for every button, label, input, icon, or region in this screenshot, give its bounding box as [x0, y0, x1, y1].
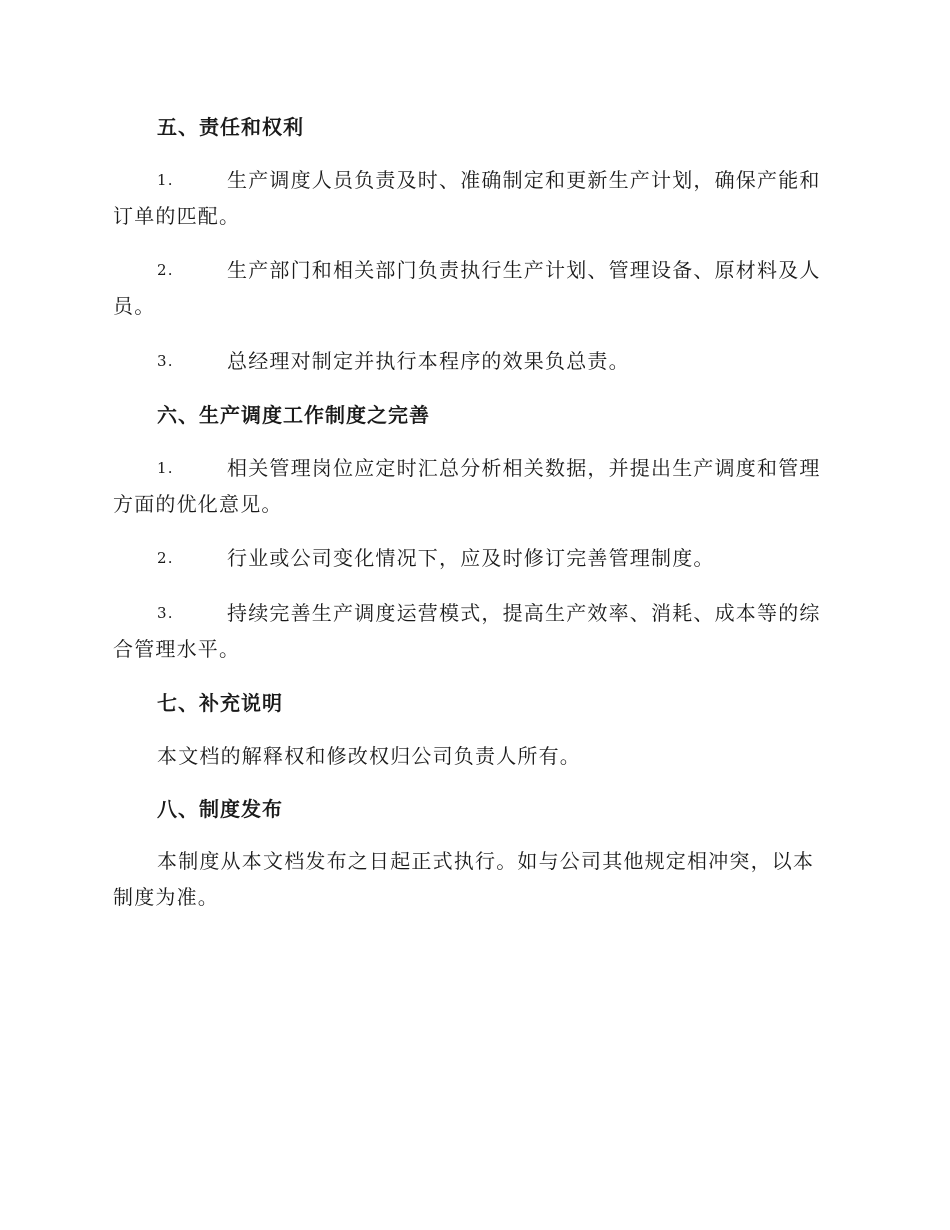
item-text: 持续完善生产调度运营模式，提高生产效率、消耗、成本等的综	[227, 601, 821, 625]
list-item	[113, 162, 831, 234]
item-text: 相关管理岗位应定时汇总分析相关数据，并提出生产调度和管理	[227, 456, 821, 480]
item-text: 生产部门和相关部门负责执行生产计划、管理设备、原材料及人	[227, 258, 821, 282]
section-heading-improvement: 六、生产调度工作制度之完善	[157, 403, 430, 427]
item-text-continued: 方面的优化意见。	[113, 492, 283, 516]
item-number: 2.	[157, 549, 174, 567]
list-item	[113, 450, 831, 522]
item-text: 行业或公司变化情况下，应及时修订完善管理制度。	[227, 546, 715, 570]
item-number: 3.	[157, 604, 174, 622]
item-text-continued: 员。	[113, 294, 156, 318]
list-item	[113, 540, 831, 576]
paragraph-text: 本文档的解释权和修改权归公司负责人所有。	[157, 744, 581, 768]
item-text: 总经理对制定并执行本程序的效果负总责。	[227, 349, 630, 373]
item-number: 1.	[157, 171, 174, 189]
paragraph-text: 本制度从本文档发布之日起正式执行。如与公司其他规定相冲突，以本	[157, 849, 815, 873]
section-heading-responsibilities: 五、责任和权利	[157, 115, 304, 139]
item-number: 3.	[157, 352, 174, 370]
item-text-continued: 订单的匹配。	[113, 204, 241, 228]
item-number: 2.	[157, 261, 174, 279]
list-item	[113, 343, 831, 379]
paragraph	[113, 843, 833, 915]
list-item	[113, 252, 831, 324]
section-heading-supplementary: 七、补充说明	[157, 691, 283, 715]
item-text: 生产调度人员负责及时、准确制定和更新生产计划，确保产能和	[227, 168, 821, 192]
section-heading-publication: 八、制度发布	[157, 797, 283, 821]
item-number: 1.	[157, 459, 174, 477]
list-item	[113, 595, 831, 667]
paragraph	[113, 738, 833, 774]
item-text-continued: 合管理水平。	[113, 637, 241, 661]
paragraph-text-continued: 制度为准。	[113, 885, 219, 909]
